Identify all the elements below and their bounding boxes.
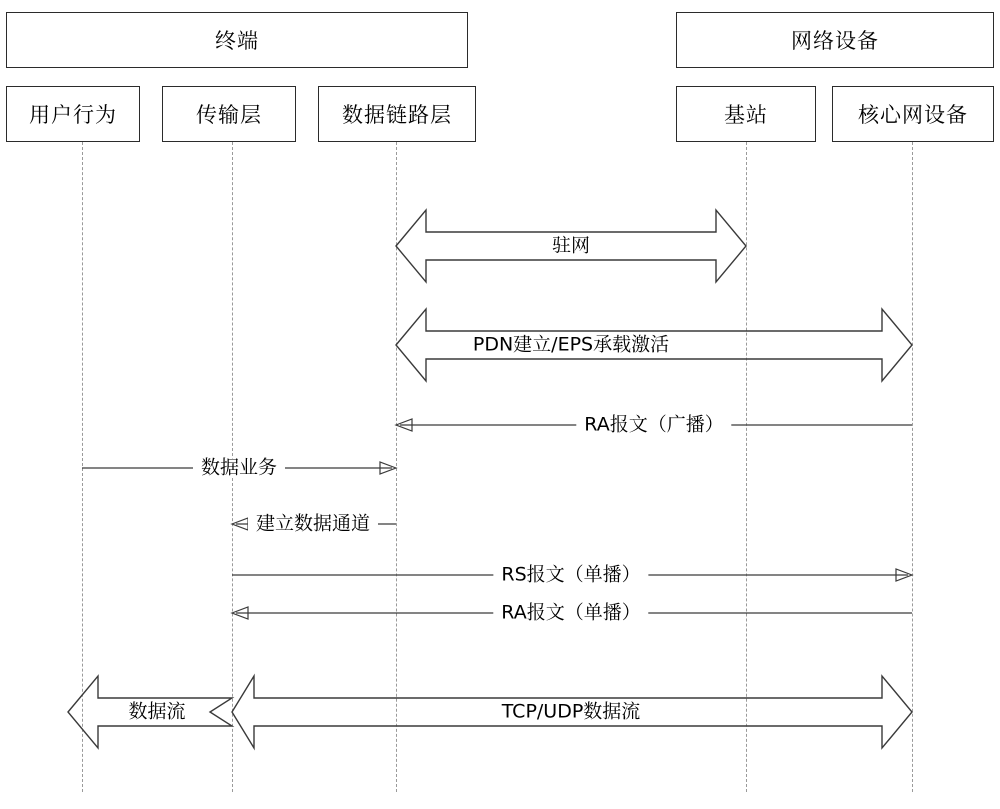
message-label-tcp-udp-data-flow: TCP/UDP数据流 <box>494 703 649 722</box>
lifeline-user-behavior <box>82 142 83 792</box>
message-label-rs-unicast: RS报文（单播） <box>493 566 648 585</box>
lifeline-data-link-layer <box>396 142 397 792</box>
message-label-ra-broadcast: RA报文（广播） <box>576 416 731 435</box>
column-header-user-behavior <box>6 86 140 142</box>
message-label-establish-data-channel: 建立数据通道 <box>248 515 378 534</box>
column-header-core-network-device <box>832 86 994 142</box>
column-header-transport-layer-label: 传输层 <box>196 103 262 127</box>
message-label-data-flow: 数据流 <box>120 703 193 722</box>
group-header-terminal <box>6 12 468 68</box>
group-header-network-equipment <box>676 12 994 68</box>
column-header-base-station-label: 基站 <box>724 103 768 127</box>
group-header-network-equipment-label: 网络设备 <box>791 29 879 53</box>
message-label-ra-unicast: RA报文（单播） <box>493 604 648 623</box>
column-header-data-link-layer-label: 数据链路层 <box>342 103 452 127</box>
message-label-data-service: 数据业务 <box>193 459 285 478</box>
column-header-base-station <box>676 86 816 142</box>
lifeline-core-network-device <box>912 142 913 792</box>
message-label-camp-on-network: 驻网 <box>544 237 598 256</box>
message-label-pdn-setup: PDN建立/EPS承载激活 <box>465 336 677 355</box>
group-header-terminal-label: 终端 <box>215 29 259 53</box>
column-header-core-network-device-label: 核心网设备 <box>858 103 968 127</box>
column-header-transport-layer <box>162 86 296 142</box>
lifeline-base-station <box>746 142 747 792</box>
column-header-user-behavior-label: 用户行为 <box>29 103 117 127</box>
column-header-data-link-layer <box>318 86 476 142</box>
